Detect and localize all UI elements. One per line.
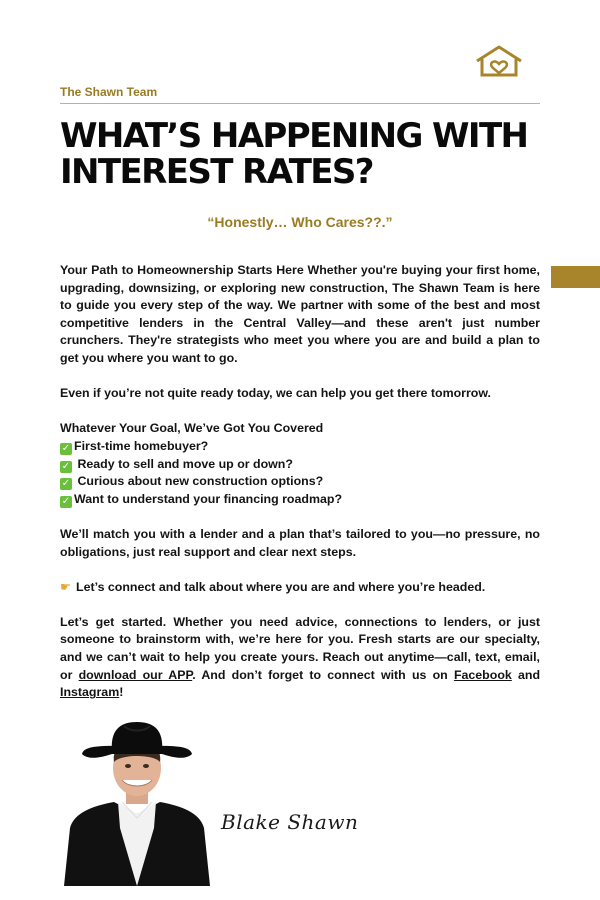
house-logo-icon <box>473 44 525 78</box>
connect-line: ☛ Let’s connect and talk about where you are and where you’re headed. <box>60 579 540 597</box>
download-app-link[interactable]: download our APP <box>78 667 193 682</box>
list-item: ✓ Curious about new construction options? <box>61 474 324 490</box>
goals-list <box>60 438 540 508</box>
page-title: WHAT’S HAPPENING WITH INTEREST RATES? <box>60 116 528 192</box>
check-box-icon: ✓ <box>61 442 71 454</box>
match-paragraph: We’ll match you with a lender and a plan that’s tailored to you—no pressure, no obligations, just real support and clear next steps. <box>60 526 540 559</box>
subtitle: “Honestly… Who Cares??.” <box>207 214 393 230</box>
tomorrow-paragraph: Even if you’re not quite ready today, we can help you get there tomorrow. <box>60 386 491 401</box>
intro-paragraph: Your Path to Homeownership Starts Here Whether you're buying your first home, upgrading, downsizing, or exploring new construction, The Shawn Team is here to guide you every step of the way. We partner with some of the best and most competitive lenders in the Central Valley—and these aren't just number crunchers. They're strategists who meet you where you are and build a plan to get you where you want to go. <box>60 263 540 365</box>
header-divider <box>60 103 540 104</box>
instagram-link[interactable]: Instagram <box>60 685 120 700</box>
check-box-icon: ✓ <box>61 495 71 507</box>
signature: Blake Shawn <box>221 810 359 834</box>
check-box-icon: ✓ <box>61 460 71 472</box>
facebook-link[interactable]: Facebook <box>453 667 512 682</box>
article-body <box>60 262 540 702</box>
brand-name: The Shawn Team <box>60 85 158 99</box>
list-item: ✓ Ready to sell and move up or down? <box>61 456 293 472</box>
check-box-icon: ✓ <box>61 478 71 490</box>
closing-paragraph: Let’s get started. Whether you need advice, connections to lenders, or just someone to brainstorm with, we’re here for you. Fresh starts are our specialty, and we can’t wait to help you create yours. Reach out anytime—call, text, email, or download our APP. And don’t forget to connect with us on Facebook and Instagram! <box>60 614 541 700</box>
agent-portrait <box>62 718 212 886</box>
pointing-hand-icon: ☛ <box>60 579 72 594</box>
list-item: ✓ Want to understand your financing roadmap? <box>61 491 343 507</box>
list-item: ✓ First-time homebuyer? <box>61 438 209 454</box>
side-accent-tab <box>551 266 600 288</box>
goals-heading: Whatever Your Goal, We’ve Got You Covered <box>60 421 324 436</box>
